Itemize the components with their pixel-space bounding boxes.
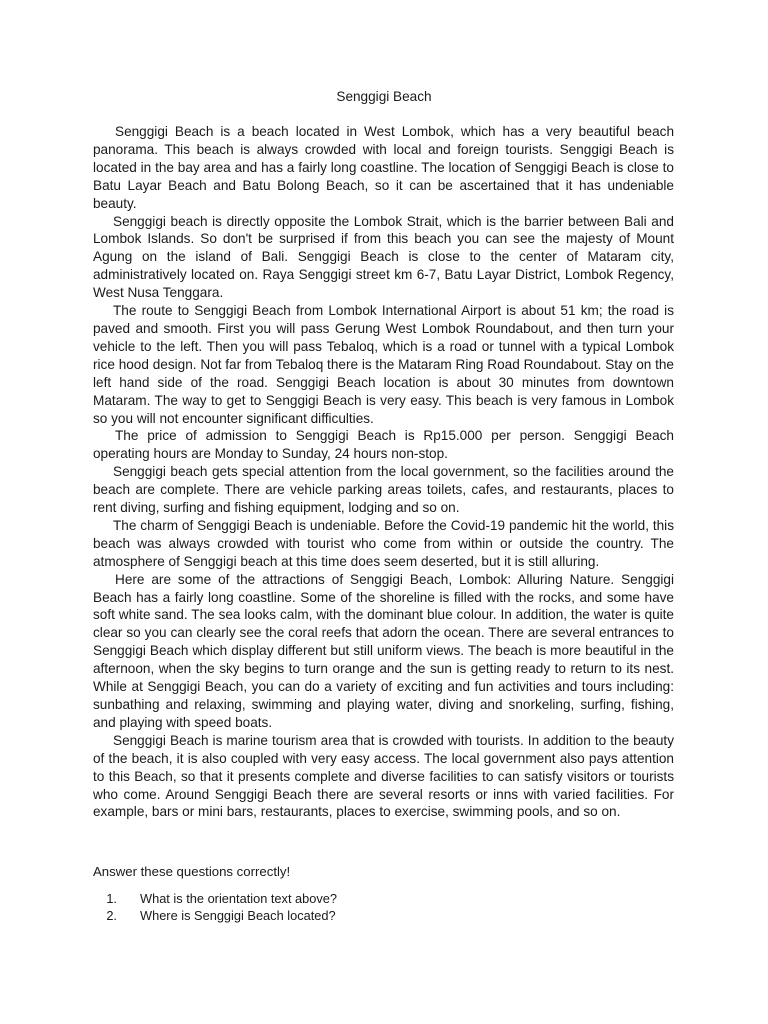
question-text: Where is Senggigi Beach located?	[140, 908, 336, 924]
paragraph-admission: The price of admission to Senggigi Beach is Rp15.000 per person. Senggigi Beach operating hours are Monday to Sunday, 24 hours non-stop.	[93, 428, 674, 462]
question-text: What is the orientation text above?	[140, 891, 338, 906]
question-number: 2.	[106, 908, 117, 924]
paragraph-route: The route to Senggigi Beach from Lombok International Airport is about 51 km; the road is paved and smooth. First you will pass Gerung West Lombok Roundabout, and then turn your vehicle to the left. Then you will pass Tebaloq, which is a road or tunnel with a typical Lombok rice hood design. Not far from Tebaloq there is the Mataram Ring Road Roundabout. Stay on the left hand side of the road. Senggigi Beach location is about 30 minutes from downtown Mataram. The way to get to Senggigi Beach is very easy. This beach is very famous in Lombok so you will not encounter significant difficulties.	[93, 303, 674, 426]
question-item	[93, 890, 337, 907]
paragraph-attractions: Here are some of the attractions of Senggigi Beach, Lombok: Alluring Nature. Senggigi Beach has a fairly long coastline. Some of the shoreline is filled with the rocks, and some have soft white sand. The sea looks calm, with the dominant blue colour. In addition, the water is quite clear so you can clearly see the coral reefs that adorn the ocean. There are several entrances to Senggigi Beach which display different but still uniform views. The beach is more beautiful in the afternoon, when the sky begins to turn orange and the sun is getting ready to return to its nest. While at Senggigi Beach, you can do a variety of exciting and fun activities and tours including: sunbathing and relaxing, swimming and playing water, diving and snorkeling, surfing, fishing, and playing with speed boats.	[93, 571, 674, 730]
document-title: Senggigi Beach	[336, 89, 432, 104]
paragraph-intro: Senggigi Beach is a beach located in West Lombok, which has a very beautiful beach panorama. This beach is always crowded with local and foreign tourists. Senggigi Beach is located in the bay area and has a fairly long coastline. The location of Senggigi Beach is close to Batu Layar Beach and Batu Bolong Beach, so it can be ascertained that it has undeniable beauty.	[93, 124, 674, 211]
document-body	[93, 123, 674, 821]
paragraph-charm: The charm of Senggigi Beach is undeniable. Before the Covid-19 pandemic hit the world, this beach was always crowded with tourist who come from within or outside the country. The atmosphere of Senggigi beach at this time does seem deserted, but it is still alluring.	[93, 517, 674, 569]
question-number: 1.	[106, 891, 117, 906]
paragraph-facilities: Senggigi beach gets special attention from the local government, so the facilities around the beach are complete. There are vehicle parking areas toilets, cafes, and restaurants, places to rent diving, surfing and fishing equipment, lodging and so on.	[93, 464, 674, 516]
paragraph-conclusion: Senggigi Beach is marine tourism area that is crowded with tourists. In addition to the beauty of the beach, it is also coupled with very easy access. The local government also pays attention to this Beach, so that it presents complete and diverse facilities to can satisfy visitors or tourists who come. Around Senggigi Beach there are several resorts or inns with varied facilities. For example, bars or mini bars, restaurants, places to exercise, swimming pools, and so on.	[93, 732, 674, 820]
question-item	[93, 907, 337, 924]
paragraph-location: Senggigi beach is directly opposite the Lombok Strait, which is the barrier between Bali and Lombok Islands. So don't be surprised if from this beach you can see the majesty of Mount Agung on the island of Bali. Senggigi Beach is close to the center of Mataram city, administratively located on. Raya Senggigi street km 6-7, Batu Layar District, Lombok Regency, West Nusa Tenggara.	[93, 213, 674, 301]
questions-instruction: Answer these questions correctly!	[93, 864, 291, 879]
questions-list	[93, 890, 337, 924]
